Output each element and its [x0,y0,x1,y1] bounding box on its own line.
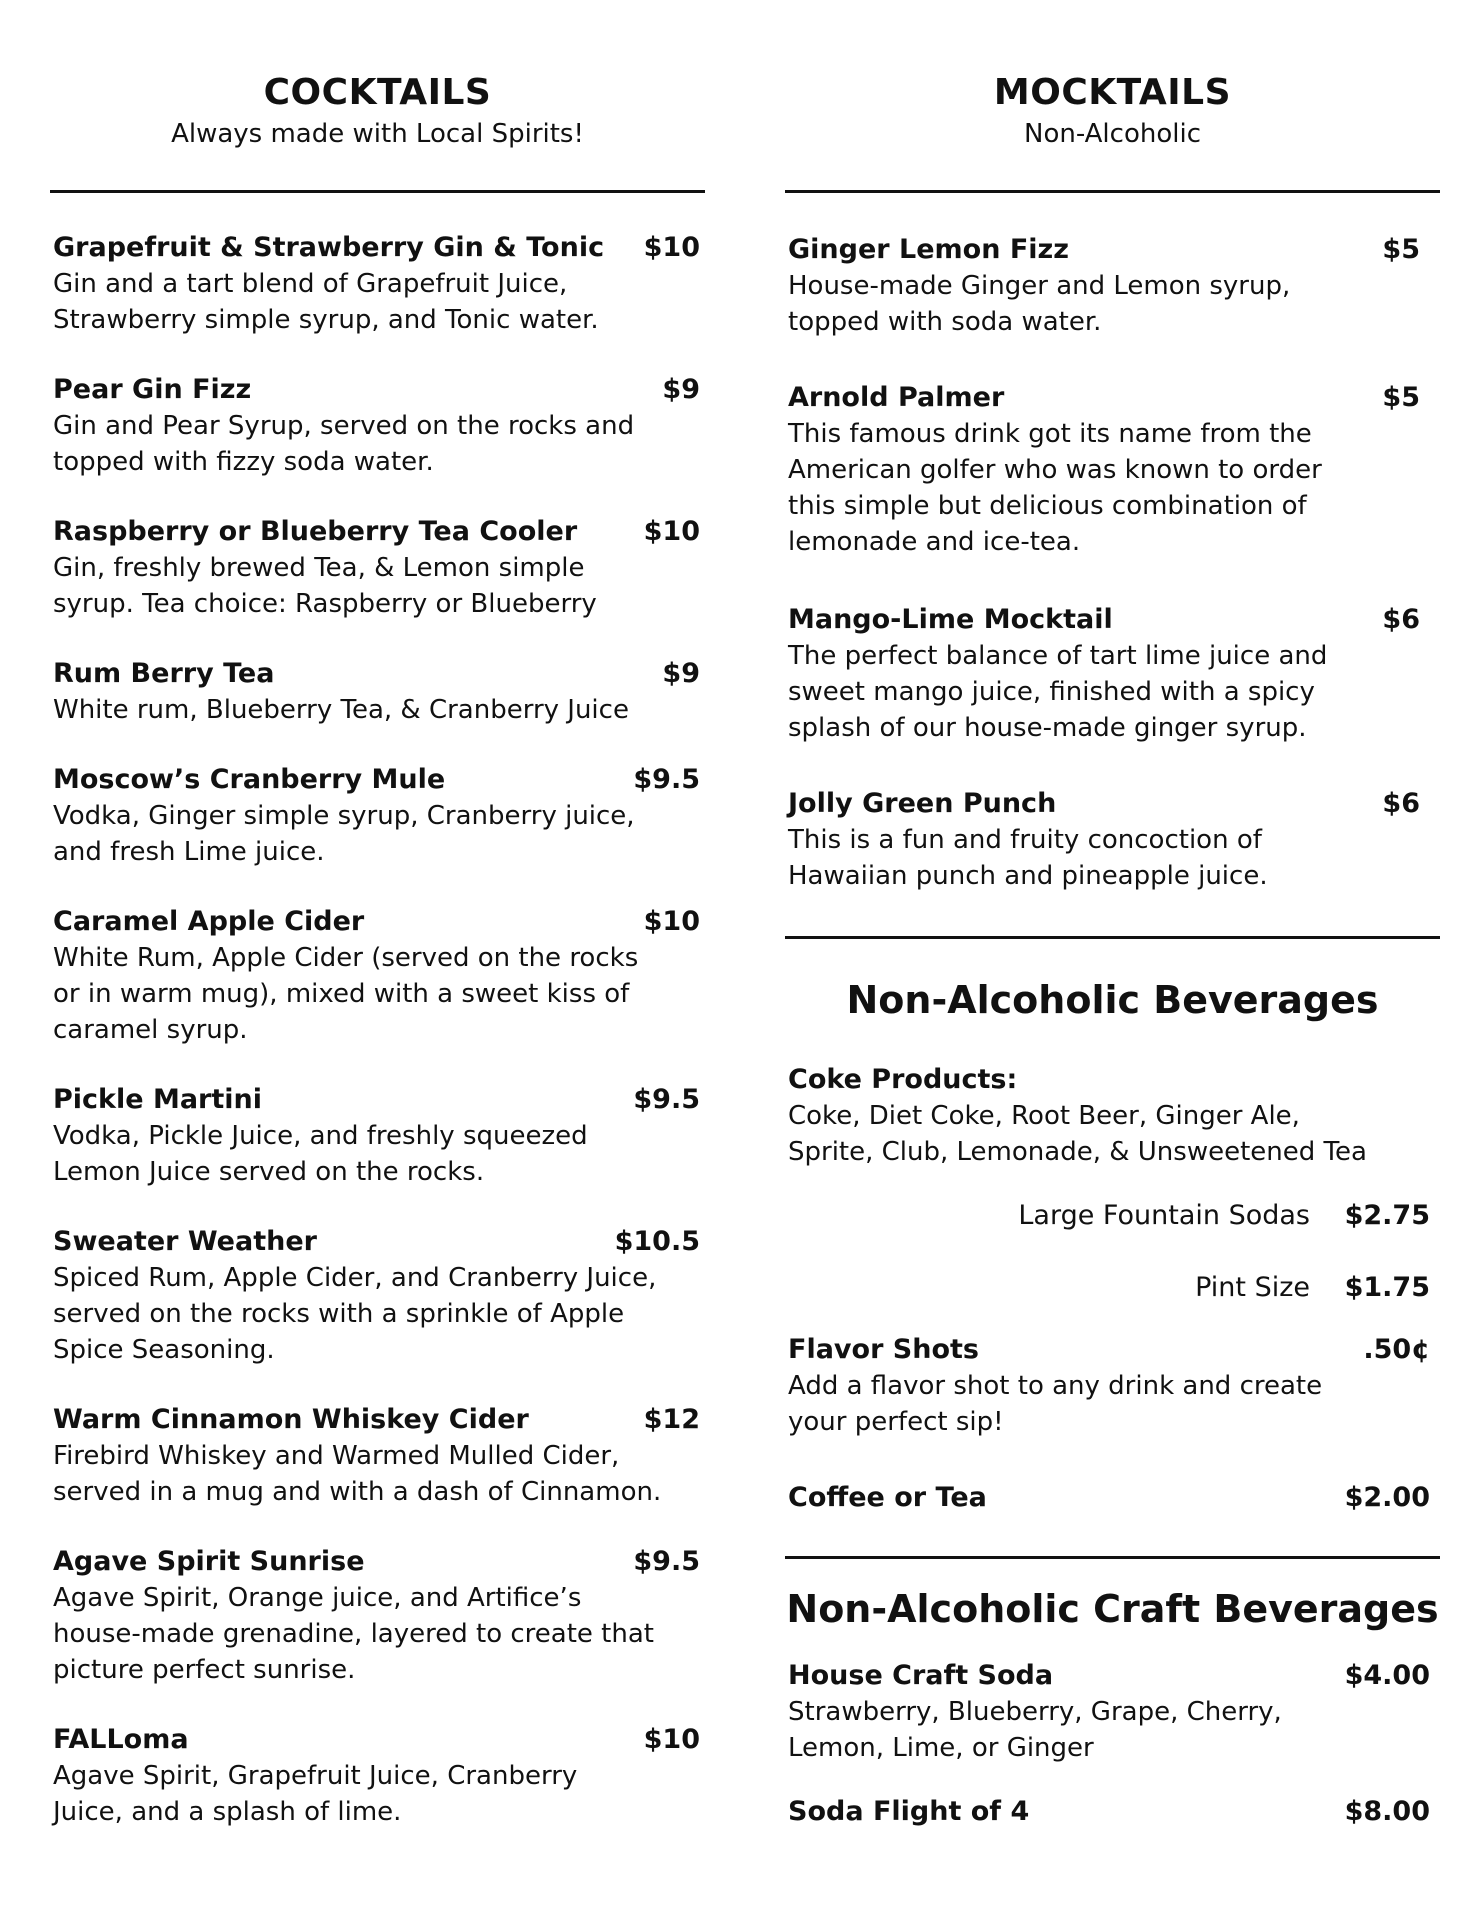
item-name: Sweater Weather [53,1226,317,1257]
menu-item [53,232,705,338]
item-description [53,408,705,480]
item-description [788,1098,1440,1170]
item-description [53,1118,705,1190]
mocktails-column [785,0,1440,1920]
desc-line: Vodka, Pickle Juice, and freshly squeezed [53,1121,588,1151]
mocktails-subtitle: Non-Alcoholic [1024,119,1201,149]
desc-line: house-made grenadine, layered to create that [53,1619,654,1649]
desc-line: Strawberry, Blueberry, Grape, Cherry, [788,1697,1282,1727]
craft-title: Non-Alcoholic Craft Beverages [786,1587,1439,1631]
item-price: $4.00 [1344,1660,1430,1691]
desc-line: This famous drink got its name from the [788,419,1312,449]
item-name: Pickle Martini [53,1084,263,1115]
desc-line: Gin, freshly brewed Tea, & Lemon simple [53,553,585,583]
item-price: $6 [1382,604,1420,635]
item-description [788,1694,1440,1766]
desc-line: your perfect sip! [788,1407,1004,1437]
item-name: Rum Berry Tea [53,658,275,689]
mocktails-title: MOCKTAILS [993,72,1232,113]
menu-item-house-craft-soda [788,1660,1440,1766]
desc-line: American golfer who was known to order [788,455,1322,485]
desc-line: sweet mango juice, finished with a spicy [788,677,1315,707]
menu-item [53,764,705,870]
desc-line: Coke, Diet Coke, Root Beer, Ginger Ale, [788,1101,1300,1131]
size-row-pint [785,1272,1430,1306]
menu-item-coffee-tea [788,1482,1440,1516]
item-name: Agave Spirit Sunrise [53,1546,365,1577]
item-name: Ginger Lemon Fizz [788,234,1069,265]
desc-line: White rum, Blueberry Tea, & Cranberry Juice [53,695,629,725]
desc-line: Lemon Juice served on the rocks. [53,1157,485,1187]
desc-line: syrup. Tea choice: Raspberry or Blueberry [53,589,597,619]
desc-line: lemonade and ice-tea. [788,527,1081,557]
item-description [788,822,1440,894]
desc-line: House-made Ginger and Lemon syrup, [788,271,1291,301]
item-name: Soda Flight of 4 [788,1796,1030,1827]
desc-line: picture perfect sunrise. [53,1655,356,1685]
menu-item-flavor-shots [788,1334,1440,1440]
item-name: Warm Cinnamon Whiskey Cider [53,1404,529,1435]
desc-line: topped with soda water. [788,307,1102,337]
item-description [53,1260,705,1368]
item-description [788,638,1440,746]
desc-line: Firebird Whiskey and Warmed Mulled Cider, [53,1441,620,1471]
item-name: Coffee or Tea [788,1482,987,1513]
menu-item [53,1084,705,1190]
item-description [53,692,705,728]
item-price: $2.00 [1344,1482,1430,1513]
item-description [53,266,705,338]
desc-line: Sprite, Club, Lemonade, & Unsweetened Tea [788,1137,1367,1167]
item-name: Moscow’s Cranberry Mule [53,764,446,795]
cocktails-column [50,0,705,1920]
item-name: Flavor Shots [788,1334,979,1365]
cocktails-subtitle: Always made with Local Spirits! [171,119,584,149]
item-description [53,798,705,870]
desc-line: served in a mug and with a dash of Cinnamon. [53,1477,662,1507]
menu-item [53,1546,705,1688]
item-price: $12 [643,1404,700,1435]
item-description [53,550,705,622]
desc-line: served on the rocks with a sprinkle of Apple [53,1299,625,1329]
desc-line: this simple but delicious combination of [788,491,1307,521]
menu-item [53,516,705,622]
item-price: $9.5 [633,1084,700,1115]
menu-item [53,658,705,728]
desc-line: Gin and a tart blend of Grapefruit Juice, [53,269,568,299]
cocktails-divider [50,190,705,193]
desc-line: Agave Spirit, Orange juice, and Artifice’s [53,1583,582,1613]
item-price: $10 [643,906,700,937]
desc-line: Agave Spirit, Grapefruit Juice, Cranberry [53,1761,578,1791]
desc-line: Hawaiian punch and pineapple juice. [788,861,1268,891]
item-name: FALLoma [53,1724,189,1755]
item-description [53,1758,705,1830]
menu-item-coke-products [788,1064,1440,1170]
menu-item [788,234,1440,340]
craft-divider [785,1556,1440,1559]
item-name: Raspberry or Blueberry Tea Cooler [53,516,578,547]
desc-line: Gin and Pear Syrup, served on the rocks and [53,411,635,441]
desc-line: topped with fizzy soda water. [53,447,434,477]
size-label: Pint Size [1195,1272,1310,1303]
menu-item [53,1226,705,1368]
item-price: $10 [643,232,700,263]
desc-line: White Rum, Apple Cider (served on the rocks [53,943,639,973]
desc-line: Lemon, Lime, or Ginger [788,1733,1094,1763]
menu-item [788,604,1440,746]
menu-item [53,374,705,480]
item-price: $9.5 [633,1546,700,1577]
item-name: Jolly Green Punch [788,788,1057,819]
item-name: Pear Gin Fizz [53,374,252,405]
item-description [53,940,705,1048]
item-name: Arnold Palmer [788,382,1005,413]
item-description [53,1580,705,1688]
item-description [53,1438,705,1510]
item-price: $10 [643,516,700,547]
desc-line: Add a flavor shot to any drink and create [788,1371,1323,1401]
menu-item-soda-flight [788,1796,1440,1830]
item-price: $9 [662,374,700,405]
item-name: Caramel Apple Cider [53,906,365,937]
cocktails-title: COCKTAILS [263,72,492,113]
beverages-title: Non-Alcoholic Beverages [846,978,1379,1022]
beverages-divider [785,936,1440,939]
item-name: Grapefruit & Strawberry Gin & Tonic [53,232,605,263]
menu-item [788,788,1440,894]
size-row-large [785,1200,1430,1234]
item-price: $8.00 [1344,1796,1430,1827]
desc-line: Spiced Rum, Apple Cider, and Cranberry Juice, [53,1263,657,1293]
desc-line: Strawberry simple syrup, and Tonic water. [53,305,599,335]
desc-line: splash of our house-made ginger syrup. [788,713,1307,743]
desc-line: and fresh Lime juice. [53,837,325,867]
item-description [788,1368,1440,1440]
desc-line: Juice, and a splash of lime. [53,1797,402,1827]
item-name: Mango-Lime Mocktail [788,604,1113,635]
desc-line: The perfect balance of tart lime juice and [788,641,1328,671]
item-price: $5 [1382,382,1420,413]
item-price: $9.5 [633,764,700,795]
item-name: House Craft Soda [788,1660,1054,1691]
size-label: Large Fountain Sodas [1018,1200,1310,1231]
item-price: $10 [643,1724,700,1755]
item-name: Coke Products: [788,1064,1018,1095]
menu-item [53,1724,705,1830]
item-price: $6 [1382,788,1420,819]
desc-line: Vodka, Ginger simple syrup, Cranberry juice, [53,801,635,831]
menu-item [53,1404,705,1510]
item-description [788,416,1440,560]
item-price: $9 [662,658,700,689]
desc-line: or in warm mug), mixed with a sweet kiss of [53,979,630,1009]
mocktails-divider [785,190,1440,193]
size-price: $1.75 [1344,1272,1430,1303]
item-description [788,268,1440,340]
item-price: $5 [1382,234,1420,265]
size-price: $2.75 [1344,1200,1430,1231]
desc-line: This is a fun and fruity concoction of [788,825,1262,855]
desc-line: caramel syrup. [53,1015,248,1045]
desc-line: Spice Seasoning. [53,1335,275,1365]
item-price: .50¢ [1363,1334,1430,1365]
menu-item [53,906,705,1048]
menu-item [788,382,1440,560]
item-price: $10.5 [614,1226,700,1257]
